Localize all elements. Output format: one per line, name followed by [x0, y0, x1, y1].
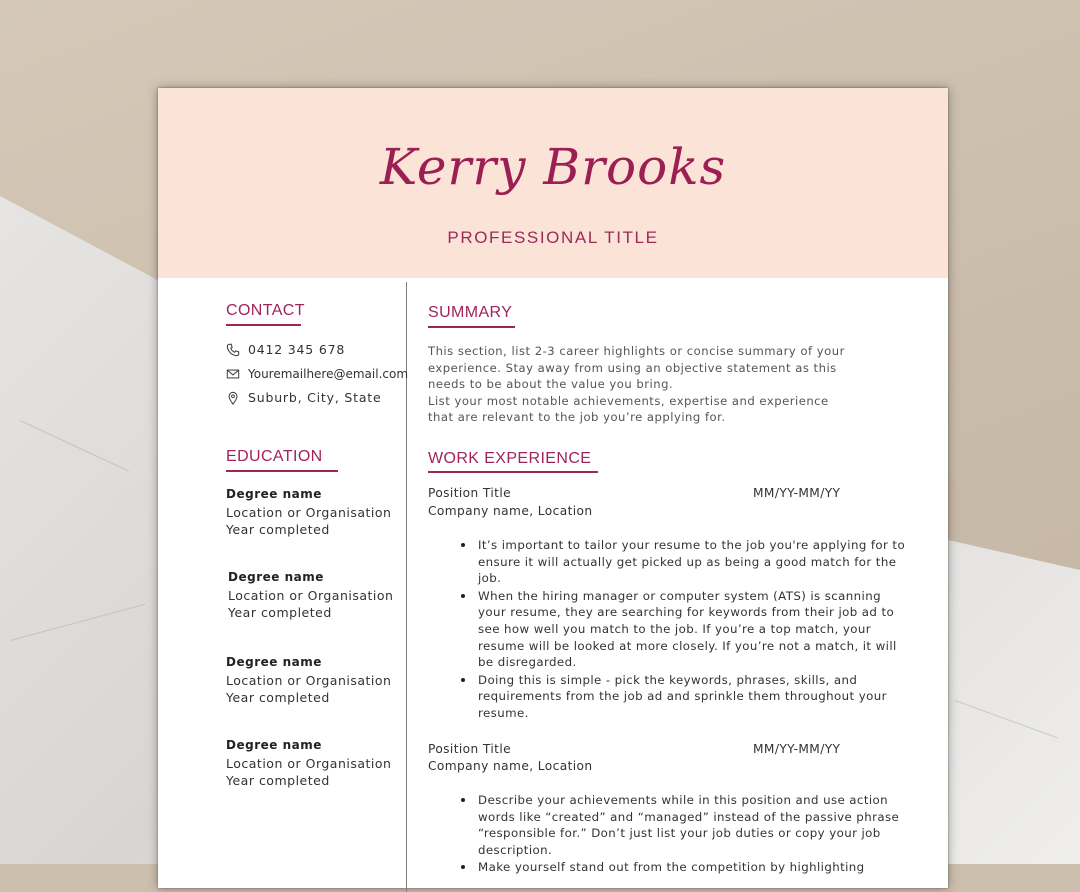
- position-title: Position Title: [428, 742, 512, 756]
- work-experience-underline: [428, 471, 598, 473]
- degree-year: Year completed: [226, 690, 330, 705]
- summary-line: that are relevant to the job you’re applying for.: [428, 410, 726, 424]
- summary-line: This section, list 2-3 career highlights or concise summary of your: [428, 344, 845, 358]
- degree-location: Location or Organisation: [226, 755, 392, 771]
- mail-icon: [226, 367, 240, 381]
- contact-email: [226, 367, 408, 381]
- degree-year: Year completed: [228, 605, 332, 620]
- phone-text: 0412 345 678: [248, 342, 346, 357]
- list-item: • When the hiring manager or computer system (ATS) is scanning your resume, they are searching for keywords from their job ad to see how well you match to the job. If you’re a top match, your resume will be looked at more closely. If you’re not a match, it will be disregarded.: [476, 588, 906, 671]
- resume-header: [158, 88, 948, 278]
- contact-heading: CONTACT: [226, 302, 305, 319]
- job-dates: MM/YY-MM/YY: [753, 486, 841, 500]
- list-item: • Doing this is simple - pick the keywords, phrases, skills, and requirements from the job ad and sprinkle them throughout your resume.: [476, 672, 906, 722]
- degree-name: Degree name: [226, 487, 322, 501]
- education-entry: [226, 486, 391, 539]
- degree-location: Location or Organisation: [226, 504, 392, 520]
- location-text: Suburb, City, State: [248, 390, 382, 405]
- degree-name: Degree name: [226, 738, 322, 752]
- education-entry: [226, 737, 391, 790]
- contact-phone: [226, 342, 345, 357]
- position-title: Position Title: [428, 486, 512, 500]
- education-entry: [228, 569, 393, 622]
- list-item: • It’s important to tailor your resume to the job you're applying for to ensure it will actually get picked up as being a good match for the job.: [476, 537, 906, 587]
- job-bullets: [458, 537, 906, 723]
- phone-icon: [226, 343, 240, 357]
- resume-name: Kerry Brooks: [379, 138, 727, 196]
- company-location: Company name, Location: [428, 504, 593, 518]
- location-pin-icon: [226, 391, 240, 405]
- summary-line: experience. Stay away from using an objective statement as this: [428, 360, 837, 375]
- summary-text: [428, 343, 878, 426]
- job-bullets: [458, 792, 906, 877]
- professional-title: PROFESSIONAL TITLE: [447, 228, 659, 247]
- summary-line: List your most notable achievements, expertise and experience: [428, 393, 829, 408]
- contact-underline: [226, 324, 301, 326]
- list-item: • Make yourself stand out from the competition by highlighting: [476, 859, 906, 876]
- resume-page: [158, 88, 948, 888]
- email-text: Youremailhere@email.com: [248, 367, 409, 381]
- degree-name: Degree name: [226, 655, 322, 669]
- degree-year: Year completed: [226, 522, 330, 537]
- education-underline: [226, 470, 338, 472]
- education-heading: EDUCATION: [226, 448, 323, 465]
- summary-heading: SUMMARY: [428, 304, 513, 321]
- company-location: Company name, Location: [428, 759, 593, 773]
- degree-location: Location or Organisation: [228, 587, 394, 603]
- summary-line: needs to be about the value you bring.: [428, 377, 674, 391]
- education-entry: [226, 654, 391, 707]
- summary-underline: [428, 326, 515, 328]
- degree-name: Degree name: [228, 570, 324, 584]
- work-experience-heading: WORK EXPERIENCE: [428, 450, 592, 467]
- degree-year: Year completed: [226, 773, 330, 788]
- degree-location: Location or Organisation: [226, 672, 392, 688]
- contact-location: [226, 390, 381, 405]
- job-dates: MM/YY-MM/YY: [753, 742, 841, 756]
- list-item: • Describe your achievements while in this position and use action words like “created” and “managed” instead of the passive phrase “responsible for.” Don’t just list your job duties or copy your job description.: [476, 792, 906, 858]
